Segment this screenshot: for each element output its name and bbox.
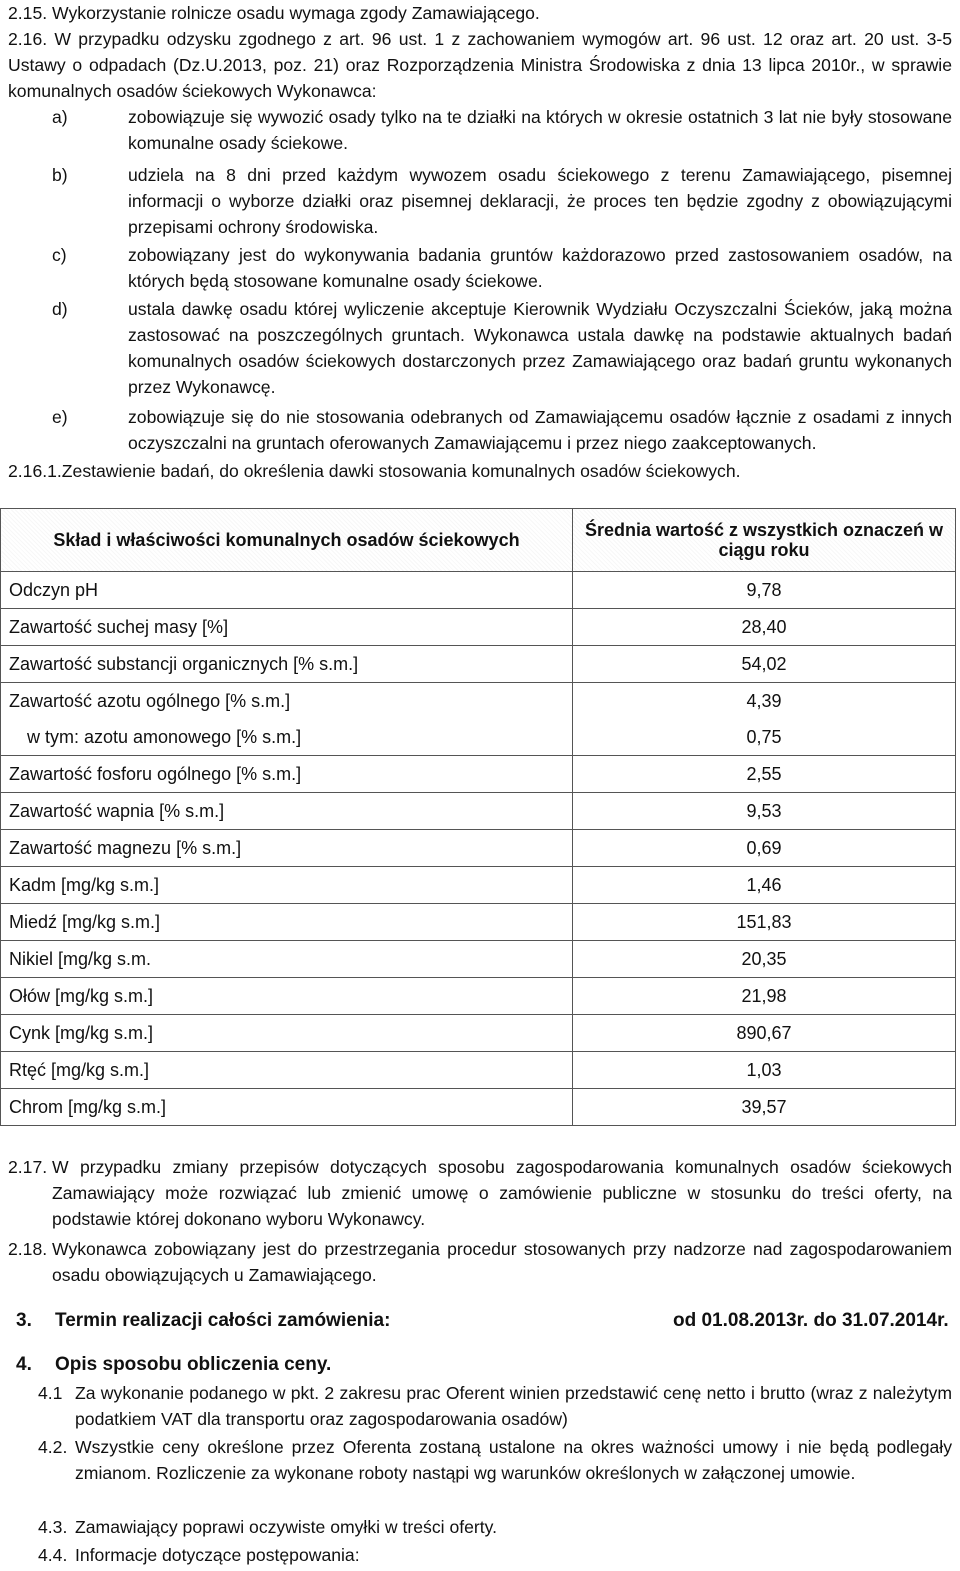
list-label: e) [52,407,68,427]
subsection-number: 4.1 [38,1383,63,1403]
list-label: d) [52,299,68,319]
row-name: Zawartość magnezu [% s.m.] [1,830,573,867]
table-header-composition: Skład i właściwości komunalnych osadów ściekowych [1,509,573,572]
table-row [1,867,956,904]
section-4-number: 4. [16,1354,32,1375]
list-item-b [52,162,952,240]
table-row [1,609,956,646]
table-row [1,572,956,609]
paragraph-2-18 [8,1236,952,1288]
row-name: w tym: azotu amonowego [% s.m.] [1,719,573,756]
subsection-number: 4.3. [38,1517,68,1537]
subsection-4-2 [38,1434,952,1486]
table-row [1,1015,956,1052]
subsection-4-1 [38,1380,952,1432]
table-row [1,793,956,830]
sludge-analysis-table [0,508,956,1126]
row-value: 39,57 [573,1089,956,1126]
row-name: Zawartość wapnia [% s.m.] [1,793,573,830]
row-value: 1,03 [573,1052,956,1089]
table-row [1,756,956,793]
row-value: 0,69 [573,830,956,867]
subsection-number: 4.4. [38,1545,68,1565]
row-value: 9,78 [573,572,956,609]
list-item-c [52,242,952,294]
list-item-e [52,404,952,456]
table-row [1,1089,956,1126]
list-text: zobowiązany jest do wykonywania badania gruntów każdorazowo przed zastosowaniem osadów, na których będą stosowane komunalne osady ściekowe. [128,245,952,291]
subsection-number: 4.2. [38,1437,68,1457]
subsection-4-4 [38,1542,952,1568]
row-value: 21,98 [573,978,956,1015]
list-text: udziela na 8 dni przed każdym wywozem osadu ściekowego z terenu Zamawiającego, pisemnej informacji o wyborze działki oraz pisemnej deklaracji, że proces ten będzie zgodny z obowiązującymi przepisami ochrony środowiska. [128,165,952,237]
table-row [1,719,956,756]
row-value: 54,02 [573,646,956,683]
list-label: c) [52,245,67,265]
paragraph-2-16: 2.16. W przypadku odzysku zgodnego z art. 96 ust. 1 z zachowaniem wymogów art. 96 ust. 12 oraz art. 20 ust. 3-5 Ustawy o odpadach (Dz.U.2013, poz. 21) oraz Rozporządzenia Ministra Środowiska z dnia 13 lipca 2010r., w sprawie komunalnych osadów ściekowych Wykonawca: [8,29,952,101]
row-name: Zawartość substancji organicznych [% s.m.] [1,646,573,683]
row-value: 0,75 [573,719,956,756]
row-value: 1,46 [573,867,956,904]
paragraph-2-17 [8,1154,952,1232]
paragraph-2-15: 2.15. Wykorzystanie rolnicze osadu wymaga zgody Zamawiającego. [8,3,540,23]
list-label: a) [52,107,68,127]
paragraph-number: 2.18. [8,1239,48,1259]
row-name: Odczyn pH [1,572,573,609]
table-header-average: Średnia wartość z wszystkich oznaczeń w ciągu roku [573,509,956,572]
row-name: Nikiel [mg/kg s.m. [1,941,573,978]
row-value: 2,55 [573,756,956,793]
list-item-a [52,104,952,156]
section-3-value: od 01.08.2013r. do 31.07.2014r. [673,1310,949,1331]
row-value: 9,53 [573,793,956,830]
row-name: Chrom [mg/kg s.m.] [1,1089,573,1126]
table-row [1,830,956,867]
paragraph-text: W przypadku zmiany przepisów dotyczących sposobu zagospodarowania komunalnych osadów ściekowych Zamawiający może rozwiązać lub zmienić umowę o zamówienie publiczne w stosunku do treści oferty, na podstawie której dokonano wyboru Wykonawcy. [52,1157,952,1229]
row-name: Zawartość suchej masy [%] [1,609,573,646]
paragraph-number: 2.17. [8,1157,48,1177]
row-value: 890,67 [573,1015,956,1052]
section-4-title: Opis sposobu obliczenia ceny. [55,1354,332,1375]
table-header-row [1,509,956,572]
row-name: Rtęć [mg/kg s.m.] [1,1052,573,1089]
table-row [1,941,956,978]
subsection-text: Zamawiający poprawi oczywiste omyłki w treści oferty. [75,1517,498,1537]
row-name: Cynk [mg/kg s.m.] [1,1015,573,1052]
row-name: Kadm [mg/kg s.m.] [1,867,573,904]
row-name: Miedź [mg/kg s.m.] [1,904,573,941]
subsection-text: Wszystkie ceny określone przez Oferenta zostaną ustalone na okres ważności umowy i nie będą podlegały zmianom. Rozliczenie za wykonane roboty nastąpi wg warunków określonych w załączonej umowie. [75,1437,952,1483]
list-label: b) [52,165,68,185]
row-name: Ołów [mg/kg s.m.] [1,978,573,1015]
list-text: zobowiązuje się do nie stosowania odebranych od Zamawiającemu osadów łącznie z osadami z innych oczyszczalni na gruntach oferowanych Zamawiającemu i przez niego zaakceptowanych. [128,407,952,453]
subsection-4-3 [38,1514,952,1540]
paragraph-2-16-1: 2.16.1.Zestawienie badań, do określenia dawki stosowania komunalnych osadów ściekowych. [8,461,741,481]
table-row [1,683,956,720]
section-3-title: Termin realizacji całości zamówienia: [55,1310,391,1331]
list-text: zobowiązuje się wywozić osady tylko na te działki na których w okresie ostatnich 3 lat nie były stosowane komunalne osady ściekowe. [128,107,952,153]
table-row [1,1052,956,1089]
row-name: Zawartość azotu ogólnego [% s.m.] [1,683,573,720]
subsection-text: Za wykonanie podanego w pkt. 2 zakresu prac Oferent winien przedstawić cenę netto i brutto (wraz z należytym podatkiem VAT dla transportu oraz zagospodarowania osadów) [75,1383,952,1429]
section-3-number: 3. [16,1310,32,1331]
row-value: 20,35 [573,941,956,978]
table-row [1,978,956,1015]
subsection-text: Informacje dotyczące postępowania: [75,1545,360,1565]
row-value: 28,40 [573,609,956,646]
row-value: 151,83 [573,904,956,941]
list-item-d [52,296,952,400]
table-row [1,646,956,683]
list-text: ustala dawkę osadu której wyliczenie akceptuje Kierownik Wydziału Oczyszczalni Ścieków, jaką można zastosować na poszczególnych gruntach. Wykonawca ustala dawkę na podstawie aktualnych badań komunalnych osadów ściekowych dostarczonych przez Zamawiającego oraz badań gruntu wykonanych przez Wykonawcę. [128,299,952,397]
row-value: 4,39 [573,683,956,720]
paragraph-text: Wykonawca zobowiązany jest do przestrzegania procedur stosowanych przy nadzorze nad zagospodarowaniem osadu obowiązujących u Zamawiającego. [52,1239,952,1285]
row-name: Zawartość fosforu ogólnego [% s.m.] [1,756,573,793]
table-row [1,904,956,941]
